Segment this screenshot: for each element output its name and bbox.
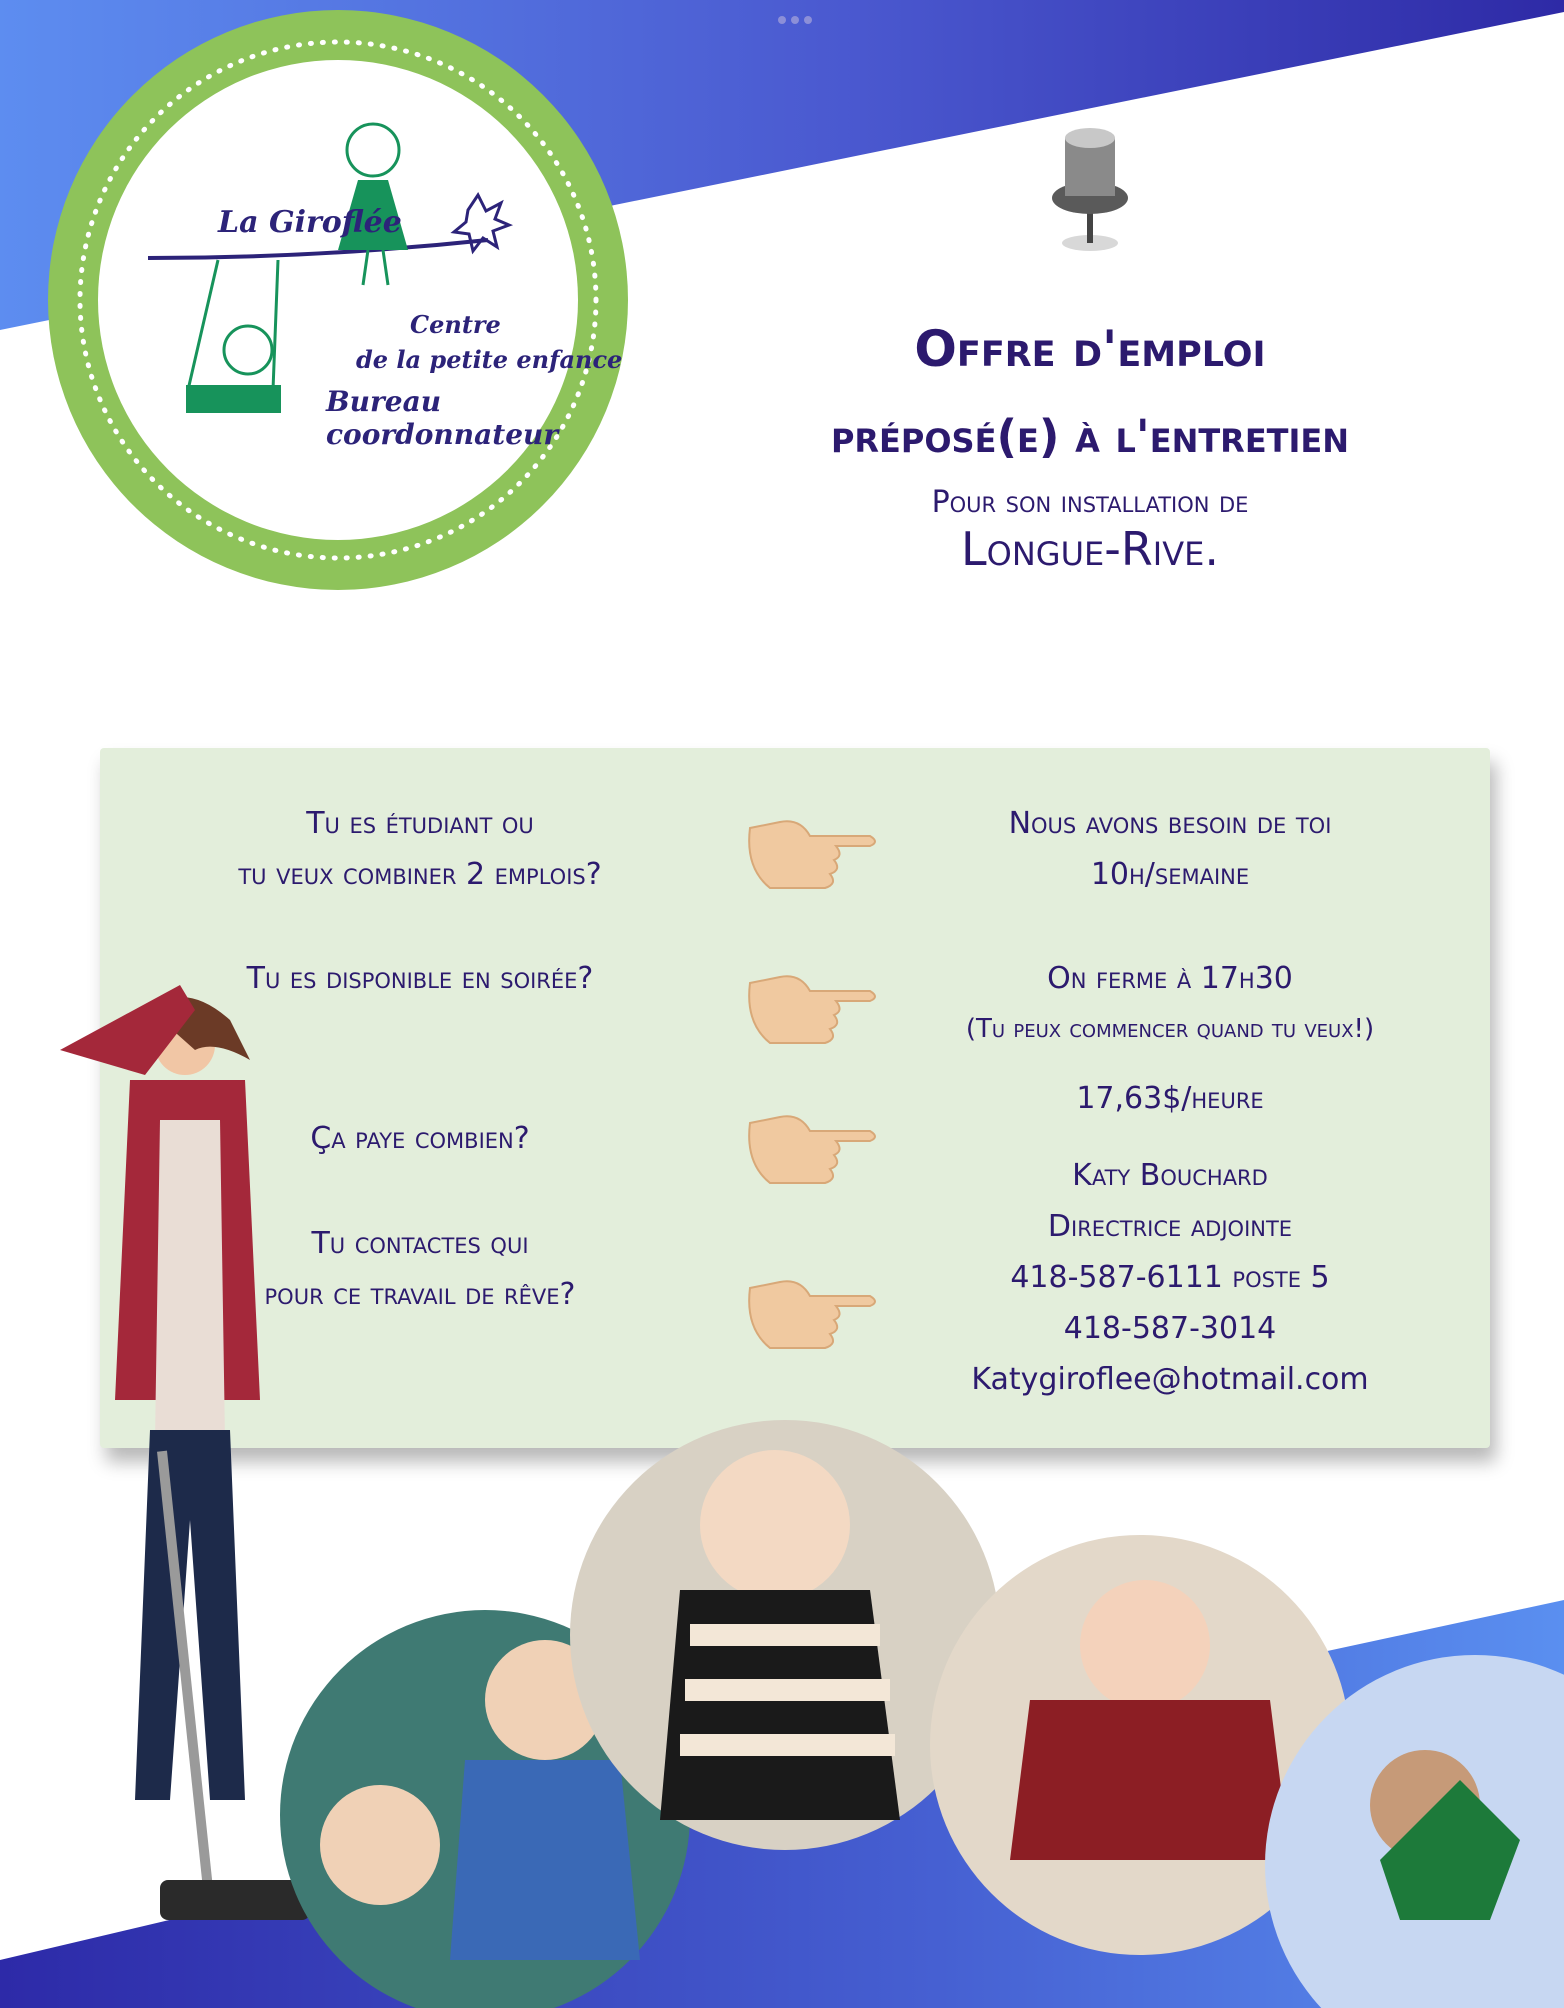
contact-name: Katy Bouchard — [1072, 1158, 1268, 1193]
answer-text: On ferme à 17h30 (Tu peux commencer quand tu veux!) — [965, 961, 1375, 1044]
page-title: Offre d'emploi — [914, 320, 1266, 378]
contact-phone-2[interactable]: 418-587-3014 — [1063, 1311, 1277, 1346]
more-options-icon[interactable] — [770, 16, 820, 28]
info-panel — [100, 748, 1490, 1448]
logo-name: La Giroflée — [218, 205, 402, 240]
contact-title: Directrice adjointe — [1047, 1209, 1293, 1244]
logo-line-bureau: Bureau coordonnateur — [326, 385, 559, 451]
logo-line-petite-enfance: de la petite enfance — [356, 345, 623, 374]
location: Longue-Rive. — [961, 522, 1219, 576]
question-text: Tu es disponible en soirée? — [246, 961, 594, 996]
logo-line-centre: Centre — [410, 310, 501, 339]
pointing-hand-icon — [730, 798, 880, 898]
logo — [38, 0, 648, 610]
contact-phone-1[interactable]: 418-587-6111 poste 5 — [1010, 1260, 1330, 1295]
pointing-hand-icon — [730, 1258, 880, 1358]
bottom-blue-band — [0, 1600, 1564, 2008]
answer-text: 17,63$/heure — [1076, 1081, 1264, 1116]
contact-email[interactable]: Katygiroflee@hotmail.com — [971, 1362, 1369, 1397]
job-position: préposé(e) à l'entretien — [830, 410, 1350, 463]
subtitle: Pour son installation de — [931, 485, 1249, 520]
pointing-hand-icon — [730, 1093, 880, 1193]
logo-graphic — [38, 0, 648, 610]
question-text: Tu contactes qui pour ce travail de rêve? — [264, 1226, 576, 1312]
pushpin-icon — [1045, 118, 1135, 258]
pointing-hand-icon — [730, 953, 880, 1053]
contact-block — [880, 1150, 1460, 1405]
question-text: Tu es étudiant ou tu veux combiner 2 emplois? — [238, 806, 602, 892]
answer-text: Nous avons besoin de toi 10h/semaine — [1008, 806, 1332, 892]
question-text: Ça paye combien? — [310, 1121, 530, 1156]
